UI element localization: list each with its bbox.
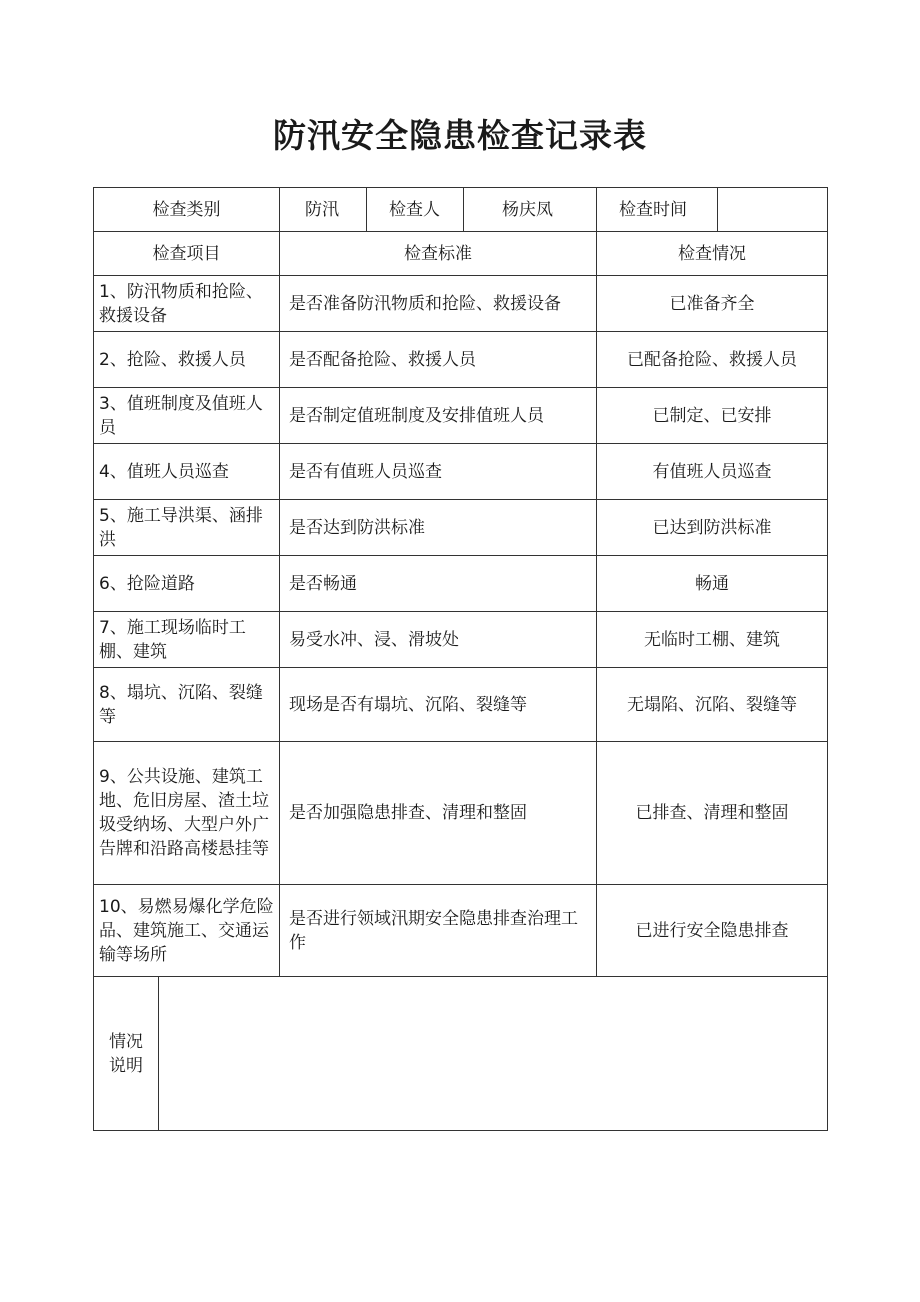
row-status: 无临时工棚、建筑 (597, 612, 828, 668)
row-status: 无塌陷、沉陷、裂缝等 (597, 668, 828, 742)
notes-content (159, 977, 828, 1131)
row-status: 已准备齐全 (597, 276, 828, 332)
table-row (94, 332, 828, 388)
row-item: 5、施工导洪渠、涵排洪 (94, 500, 280, 556)
category-label: 检查类别 (94, 188, 280, 232)
category-value: 防汛 (280, 188, 367, 232)
inspector-label: 检查人 (367, 188, 464, 232)
row-status: 畅通 (597, 556, 828, 612)
row-item: 6、抢险道路 (94, 556, 280, 612)
table-row (94, 668, 828, 742)
column-header-standard: 检查标准 (280, 232, 597, 276)
row-status: 已达到防洪标准 (597, 500, 828, 556)
row-item: 3、值班制度及值班人员 (94, 388, 280, 444)
row-item: 8、塌坑、沉陷、裂缝等 (94, 668, 280, 742)
row-standard: 是否达到防洪标准 (280, 500, 597, 556)
header-info-row (94, 188, 828, 232)
notes-row (94, 977, 828, 1131)
inspector-value: 杨庆凤 (464, 188, 597, 232)
table-row (94, 742, 828, 885)
row-item: 1、防汛物质和抢险、救援设备 (94, 276, 280, 332)
column-header-row (94, 232, 828, 276)
row-status: 有值班人员巡查 (597, 444, 828, 500)
time-label: 检查时间 (597, 188, 718, 232)
row-item: 9、公共设施、建筑工地、危旧房屋、渣土垃圾受纳场、大型户外广告牌和沿路高楼悬挂等 (94, 742, 280, 885)
table-row (94, 388, 828, 444)
row-standard: 现场是否有塌坑、沉陷、裂缝等 (280, 668, 597, 742)
row-item: 7、施工现场临时工棚、建筑 (94, 612, 280, 668)
row-standard: 是否加强隐患排查、清理和整固 (280, 742, 597, 885)
row-status: 已配备抢险、救援人员 (597, 332, 828, 388)
table-row (94, 612, 828, 668)
row-standard: 是否进行领域汛期安全隐患排查治理工作 (280, 885, 597, 977)
row-standard: 是否有值班人员巡查 (280, 444, 597, 500)
row-item: 10、易燃易爆化学危险品、建筑施工、交通运输等场所 (94, 885, 280, 977)
row-standard: 是否配备抢险、救援人员 (280, 332, 597, 388)
row-standard: 是否制定值班制度及安排值班人员 (280, 388, 597, 444)
row-item: 2、抢险、救援人员 (94, 332, 280, 388)
table-row (94, 444, 828, 500)
table-row (94, 556, 828, 612)
notes-label: 情况说明 (94, 977, 159, 1131)
table-row (94, 885, 828, 977)
row-status: 已排查、清理和整固 (597, 742, 828, 885)
inspection-table (93, 187, 828, 1131)
row-standard: 是否畅通 (280, 556, 597, 612)
column-header-item: 检查项目 (94, 232, 280, 276)
table-row (94, 276, 828, 332)
column-header-status: 检查情况 (597, 232, 828, 276)
row-status: 已进行安全隐患排查 (597, 885, 828, 977)
row-standard: 易受水冲、浸、滑坡处 (280, 612, 597, 668)
table-row (94, 500, 828, 556)
row-standard: 是否准备防汛物质和抢险、救援设备 (280, 276, 597, 332)
row-item: 4、值班人员巡查 (94, 444, 280, 500)
row-status: 已制定、已安排 (597, 388, 828, 444)
time-value (718, 188, 828, 232)
page-title: 防汛安全隐患检查记录表 (273, 116, 647, 155)
